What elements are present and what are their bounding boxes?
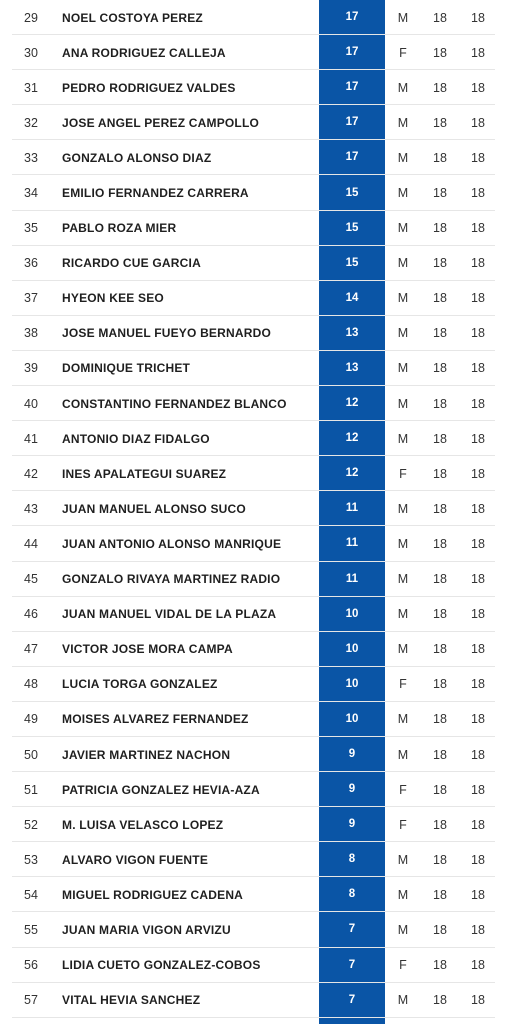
player-name-cell: NOEL COSTOYA PEREZ xyxy=(62,10,203,25)
points-cell: 13 xyxy=(319,351,385,386)
stat-cell-2: 18 xyxy=(471,607,485,622)
stat-cell-1: 18 xyxy=(433,817,447,832)
table-row[interactable] xyxy=(0,912,507,947)
sex-cell: M xyxy=(397,572,409,587)
sex-cell: M xyxy=(397,256,409,271)
sex-cell: F xyxy=(399,45,407,60)
sex-cell: M xyxy=(397,396,409,411)
stat-cell-1: 18 xyxy=(433,572,447,587)
sex-cell: F xyxy=(399,958,407,973)
position-cell: 44 xyxy=(24,536,38,551)
position-cell: 51 xyxy=(24,782,38,797)
stat-cell-1: 18 xyxy=(433,45,447,60)
table-row[interactable] xyxy=(0,421,507,456)
player-name-cell: INES APALATEGUI SUAREZ xyxy=(62,466,227,481)
stat-cell-1: 18 xyxy=(433,115,447,130)
stat-cell-1: 18 xyxy=(433,326,447,341)
position-cell: 57 xyxy=(24,993,38,1008)
player-name-cell: JOSE ANGEL PEREZ CAMPOLLO xyxy=(62,115,260,130)
stat-cell-1: 18 xyxy=(433,291,447,306)
player-name-cell: PATRICIA GONZALEZ HEVIA-AZA xyxy=(62,782,260,797)
stat-cell-1: 18 xyxy=(433,501,447,516)
table-row[interactable] xyxy=(0,948,507,983)
sex-cell: M xyxy=(397,501,409,516)
sex-cell: M xyxy=(397,642,409,657)
position-cell: 41 xyxy=(24,431,38,446)
stat-cell-1: 18 xyxy=(433,922,447,937)
sex-cell: M xyxy=(397,993,409,1008)
stat-cell-2: 18 xyxy=(471,782,485,797)
stat-cell-2: 18 xyxy=(471,922,485,937)
table-row[interactable] xyxy=(0,211,507,246)
table-row[interactable] xyxy=(0,0,507,35)
stat-cell-2: 18 xyxy=(471,45,485,60)
player-name-cell: MOISES ALVAREZ FERNANDEZ xyxy=(62,712,249,727)
position-cell: 45 xyxy=(24,572,38,587)
player-name-cell: JUAN MANUEL ALONSO SUCO xyxy=(62,501,246,516)
position-cell: 36 xyxy=(24,256,38,271)
points-cell: 9 xyxy=(319,737,385,772)
sex-cell: M xyxy=(397,186,409,201)
points-cell: 17 xyxy=(319,35,385,70)
stat-cell-1: 18 xyxy=(433,852,447,867)
row-divider xyxy=(12,1017,495,1018)
stat-cell-2: 18 xyxy=(471,221,485,236)
sex-cell: F xyxy=(399,817,407,832)
stat-cell-1: 18 xyxy=(433,256,447,271)
stat-cell-1: 18 xyxy=(433,712,447,727)
stat-cell-2: 18 xyxy=(471,10,485,25)
points-cell: 13 xyxy=(319,316,385,351)
stat-cell-2: 18 xyxy=(471,677,485,692)
points-cell: 10 xyxy=(319,597,385,632)
table-row[interactable] xyxy=(0,246,507,281)
table-row[interactable] xyxy=(0,877,507,912)
table-row[interactable] xyxy=(0,983,507,1018)
stat-cell-2: 18 xyxy=(471,466,485,481)
table-row[interactable] xyxy=(0,526,507,561)
position-cell: 54 xyxy=(24,887,38,902)
sex-cell: M xyxy=(397,291,409,306)
table-row[interactable] xyxy=(0,491,507,526)
player-name-cell: DOMINIQUE TRICHET xyxy=(62,361,191,376)
table-row[interactable] xyxy=(0,316,507,351)
sex-cell: M xyxy=(397,115,409,130)
player-name-cell: EMILIO FERNANDEZ CARRERA xyxy=(62,186,249,201)
stat-cell-2: 18 xyxy=(471,958,485,973)
points-cell: 17 xyxy=(319,70,385,105)
points-cell: 15 xyxy=(319,211,385,246)
player-name-cell: JUAN ANTONIO ALONSO MANRIQUE xyxy=(62,536,282,551)
table-row[interactable] xyxy=(0,562,507,597)
position-cell: 31 xyxy=(24,80,38,95)
stat-cell-1: 18 xyxy=(433,186,447,201)
stat-cell-2: 18 xyxy=(471,326,485,341)
points-cell: 10 xyxy=(319,702,385,737)
position-cell: 47 xyxy=(24,642,38,657)
sex-cell: M xyxy=(397,150,409,165)
points-cell: 12 xyxy=(319,421,385,456)
points-cell: 11 xyxy=(319,491,385,526)
sex-cell: M xyxy=(397,747,409,762)
points-cell: 17 xyxy=(319,140,385,175)
sex-cell: M xyxy=(397,607,409,622)
player-name-cell: JOSE MANUEL FUEYO BERNARDO xyxy=(62,326,272,341)
table-row[interactable] xyxy=(0,772,507,807)
stat-cell-1: 18 xyxy=(433,993,447,1008)
table-row[interactable] xyxy=(0,105,507,140)
points-cell: 8 xyxy=(319,877,385,912)
table-row[interactable] xyxy=(0,667,507,702)
table-row[interactable] xyxy=(0,35,507,70)
sex-cell: F xyxy=(399,466,407,481)
stat-cell-2: 18 xyxy=(471,817,485,832)
stat-cell-1: 18 xyxy=(433,80,447,95)
stat-cell-2: 18 xyxy=(471,291,485,306)
points-cell: 7 xyxy=(319,948,385,983)
sex-cell: M xyxy=(397,712,409,727)
points-cell: 7 xyxy=(319,983,385,1018)
player-name-cell: PABLO ROZA MIER xyxy=(62,221,177,236)
stat-cell-1: 18 xyxy=(433,396,447,411)
points-cell: 12 xyxy=(319,386,385,421)
table-row[interactable] xyxy=(0,140,507,175)
sex-cell: M xyxy=(397,326,409,341)
points-cell: 14 xyxy=(319,281,385,316)
stat-cell-1: 18 xyxy=(433,10,447,25)
stat-cell-1: 18 xyxy=(433,958,447,973)
position-cell: 40 xyxy=(24,396,38,411)
stat-cell-1: 18 xyxy=(433,782,447,797)
stat-cell-1: 18 xyxy=(433,221,447,236)
points-cell: 9 xyxy=(319,772,385,807)
stat-cell-2: 18 xyxy=(471,712,485,727)
stat-cell-2: 18 xyxy=(471,852,485,867)
sex-cell: F xyxy=(399,782,407,797)
stat-cell-2: 18 xyxy=(471,256,485,271)
position-cell: 34 xyxy=(24,186,38,201)
player-name-cell: JAVIER MARTINEZ NACHON xyxy=(62,747,231,762)
stat-cell-2: 18 xyxy=(471,993,485,1008)
points-cell: 9 xyxy=(319,807,385,842)
stat-cell-1: 18 xyxy=(433,607,447,622)
points-cell: 12 xyxy=(319,456,385,491)
table-row[interactable] xyxy=(0,175,507,210)
position-cell: 48 xyxy=(24,677,38,692)
position-cell: 32 xyxy=(24,115,38,130)
player-name-cell: VITAL HEVIA SANCHEZ xyxy=(62,993,201,1008)
position-cell: 43 xyxy=(24,501,38,516)
sex-cell: M xyxy=(397,80,409,95)
table-row[interactable] xyxy=(0,597,507,632)
stat-cell-2: 18 xyxy=(471,361,485,376)
points-cell: 10 xyxy=(319,667,385,702)
stat-cell-1: 18 xyxy=(433,466,447,481)
table-row[interactable] xyxy=(0,70,507,105)
position-cell: 56 xyxy=(24,958,38,973)
points-cell: 11 xyxy=(319,562,385,597)
stat-cell-2: 18 xyxy=(471,186,485,201)
player-name-cell: RICARDO CUE GARCIA xyxy=(62,256,201,271)
table-row[interactable] xyxy=(0,351,507,386)
position-cell: 50 xyxy=(24,747,38,762)
points-cell: 10 xyxy=(319,632,385,667)
table-row[interactable] xyxy=(0,456,507,491)
stat-cell-1: 18 xyxy=(433,887,447,902)
position-cell: 35 xyxy=(24,221,38,236)
sex-cell: F xyxy=(399,677,407,692)
points-cell: 7 xyxy=(319,912,385,947)
stat-cell-2: 18 xyxy=(471,396,485,411)
player-name-cell: ALVARO VIGON FUENTE xyxy=(62,852,209,867)
position-cell: 46 xyxy=(24,607,38,622)
position-cell: 53 xyxy=(24,852,38,867)
stat-cell-1: 18 xyxy=(433,642,447,657)
stat-cell-2: 18 xyxy=(471,747,485,762)
table-row[interactable] xyxy=(0,737,507,772)
sex-cell: M xyxy=(397,10,409,25)
sex-cell: M xyxy=(397,361,409,376)
player-name-cell: PEDRO RODRIGUEZ VALDES xyxy=(62,80,236,95)
sex-cell: M xyxy=(397,536,409,551)
points-column-continuation xyxy=(319,1018,385,1024)
position-cell: 29 xyxy=(24,10,38,25)
sex-cell: M xyxy=(397,221,409,236)
position-cell: 37 xyxy=(24,291,38,306)
position-cell: 49 xyxy=(24,712,38,727)
sex-cell: M xyxy=(397,922,409,937)
stat-cell-2: 18 xyxy=(471,642,485,657)
player-name-cell: GONZALO RIVAYA MARTINEZ RADIO xyxy=(62,572,281,587)
player-name-cell: LIDIA CUETO GONZALEZ-COBOS xyxy=(62,958,261,973)
stat-cell-2: 18 xyxy=(471,431,485,446)
position-cell: 55 xyxy=(24,922,38,937)
player-name-cell: HYEON KEE SEO xyxy=(62,291,164,306)
position-cell: 39 xyxy=(24,361,38,376)
stat-cell-2: 18 xyxy=(471,80,485,95)
points-cell: 15 xyxy=(319,246,385,281)
stat-cell-1: 18 xyxy=(433,361,447,376)
sex-cell: M xyxy=(397,852,409,867)
position-cell: 38 xyxy=(24,326,38,341)
player-name-cell: JUAN MANUEL VIDAL DE LA PLAZA xyxy=(62,607,277,622)
stat-cell-2: 18 xyxy=(471,536,485,551)
points-cell: 15 xyxy=(319,175,385,210)
table-row[interactable] xyxy=(0,842,507,877)
player-name-cell: MIGUEL RODRIGUEZ CADENA xyxy=(62,887,244,902)
player-name-cell: GONZALO ALONSO DIAZ xyxy=(62,150,212,165)
table-row[interactable] xyxy=(0,632,507,667)
points-cell: 8 xyxy=(319,842,385,877)
table-row[interactable] xyxy=(0,281,507,316)
stat-cell-2: 18 xyxy=(471,115,485,130)
position-cell: 30 xyxy=(24,45,38,60)
player-name-cell: CONSTANTINO FERNANDEZ BLANCO xyxy=(62,396,287,411)
player-name-cell: M. LUISA VELASCO LOPEZ xyxy=(62,817,224,832)
player-name-cell: VICTOR JOSE MORA CAMPA xyxy=(62,642,233,657)
sex-cell: M xyxy=(397,431,409,446)
stat-cell-2: 18 xyxy=(471,150,485,165)
stat-cell-2: 18 xyxy=(471,887,485,902)
position-cell: 52 xyxy=(24,817,38,832)
stat-cell-1: 18 xyxy=(433,536,447,551)
stat-cell-2: 18 xyxy=(471,501,485,516)
points-cell: 11 xyxy=(319,526,385,561)
table-row[interactable] xyxy=(0,702,507,737)
sex-cell: M xyxy=(397,887,409,902)
player-name-cell: ANA RODRIGUEZ CALLEJA xyxy=(62,45,226,60)
position-cell: 42 xyxy=(24,466,38,481)
points-cell: 17 xyxy=(319,105,385,140)
stat-cell-1: 18 xyxy=(433,431,447,446)
stat-cell-1: 18 xyxy=(433,747,447,762)
stat-cell-1: 18 xyxy=(433,150,447,165)
points-cell: 17 xyxy=(319,0,385,35)
table-row[interactable] xyxy=(0,807,507,842)
player-name-cell: LUCIA TORGA GONZALEZ xyxy=(62,677,218,692)
player-name-cell: ANTONIO DIAZ FIDALGO xyxy=(62,431,210,446)
stat-cell-1: 18 xyxy=(433,677,447,692)
table-row[interactable] xyxy=(0,386,507,421)
player-name-cell: JUAN MARIA VIGON ARVIZU xyxy=(62,922,231,937)
stat-cell-2: 18 xyxy=(471,572,485,587)
position-cell: 33 xyxy=(24,150,38,165)
